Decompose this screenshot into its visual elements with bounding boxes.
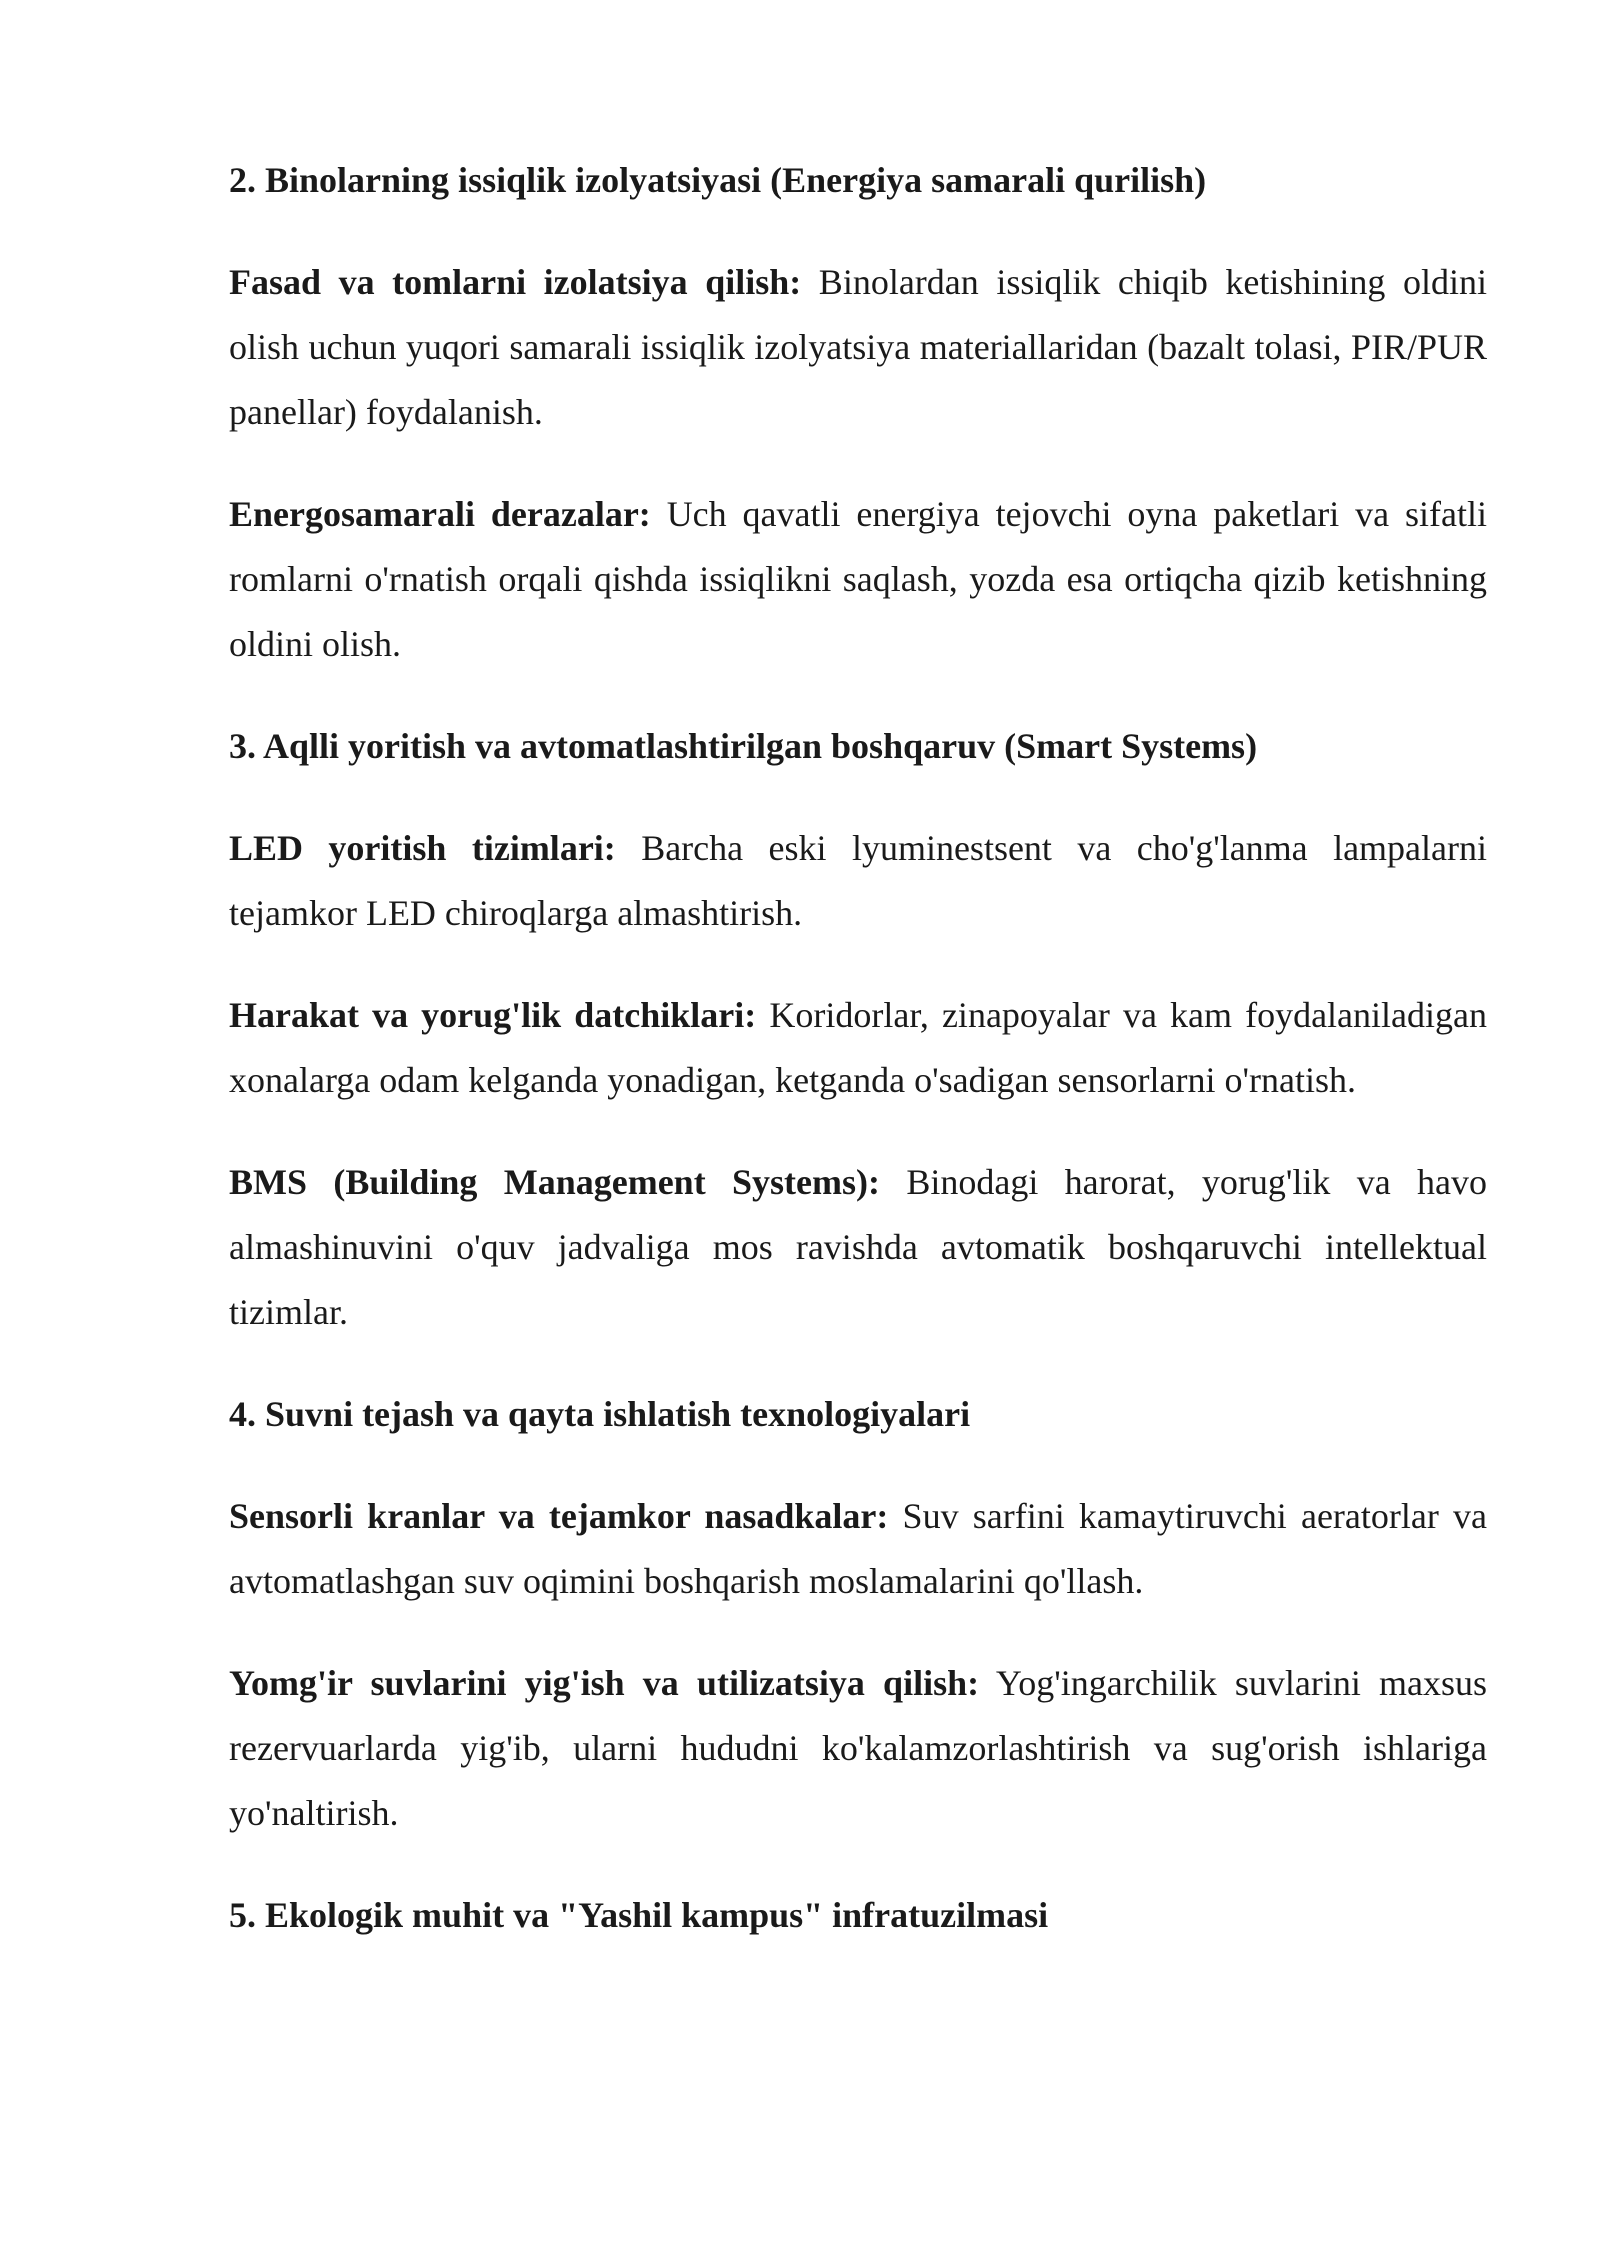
section-heading: 5. Ekologik muhit va "Yashil kampus" infratuzilmasi: [229, 1895, 1049, 1935]
paragraph: [229, 983, 1487, 1113]
section-heading: 4. Suvni tejash va qayta ishlatish texnologiyalari: [229, 1394, 971, 1434]
term-label: LED yoritish tizimlari:: [229, 828, 616, 868]
term-label: Sensorli kranlar va tejamkor nasadkalar:: [229, 1496, 889, 1536]
paragraph: [229, 1651, 1487, 1846]
document-body: [229, 148, 1487, 1948]
section-heading: 3. Aqlli yoritish va avtomatlashtirilgan boshqaruv (Smart Systems): [229, 726, 1258, 766]
section-heading: 2. Binolarning issiqlik izolyatsiyasi (Energiya samarali qurilish): [229, 160, 1207, 200]
paragraph: [229, 816, 1487, 946]
paragraph-text: Suv sarfini kamaytiruvchi aeratorlar va avtomatlashgan suv oqimini boshqarish moslamalarini qo'llash.: [229, 1496, 1487, 1601]
paragraph: [229, 250, 1487, 445]
paragraph-text: Barcha eski lyuminestsent va cho'g'lanma lampalarni tejamkor LED chiroqlarga almashtirish.: [229, 828, 1487, 933]
paragraph: [229, 1150, 1487, 1345]
paragraph: [229, 482, 1487, 677]
term-label: Fasad va tomlarni izolatsiya qilish:: [229, 262, 802, 302]
term-label: Harakat va yorug'lik datchiklari:: [229, 995, 757, 1035]
term-label: BMS (Building Management Systems):: [229, 1162, 880, 1202]
paragraph-text: Yog'ingarchilik suvlarini maxsus rezervuarlarda yig'ib, ularni hududni ko'kalamzorlashtirish va sug'orish ishlariga yo'naltirish.: [229, 1663, 1487, 1833]
paragraph-text: Binolardan issiqlik chiqib ketishining oldini olish uchun yuqori samarali issiqlik izolyatsiya materiallaridan (bazalt tolasi, PIR/PUR panellar) foydalanish.: [229, 262, 1487, 432]
term-label: Energosamarali derazalar:: [229, 494, 651, 534]
paragraph-text: Binodagi harorat, yorug'lik va havo almashinuvini o'quv jadvaliga mos ravishda avtomatik boshqaruvchi intellektual tizimlar.: [229, 1162, 1487, 1332]
paragraph: [229, 1484, 1487, 1614]
paragraph-text: Koridorlar, zinapoyalar va kam foydalaniladigan xonalarga odam kelganda yonadigan, ketganda o'sadigan sensorlarni o'rnatish.: [229, 995, 1487, 1100]
paragraph-text: Uch qavatli energiya tejovchi oyna paketlari va sifatli romlarni o'rnatish orqali qishda issiqlikni saqlash, yozda esa ortiqcha qizib ketishning oldini olish.: [229, 494, 1487, 664]
term-label: Yomg'ir suvlarini yig'ish va utilizatsiya qilish:: [229, 1663, 980, 1703]
